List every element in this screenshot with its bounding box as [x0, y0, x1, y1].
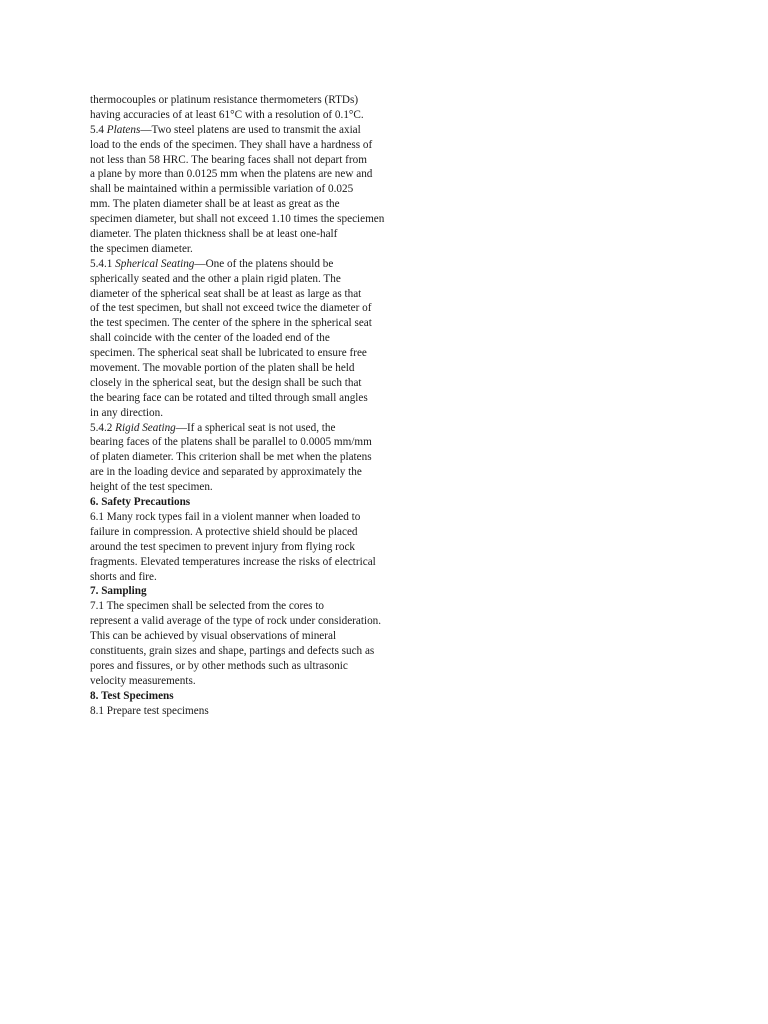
- section-term: Spherical Seating: [115, 257, 195, 270]
- text-line: [90, 287, 430, 302]
- text-line: [90, 272, 430, 287]
- line-text: of the test specimen, but shall not exceed twice the diameter of: [90, 302, 372, 315]
- line-text: the specimen diameter.: [90, 242, 193, 255]
- text-line: [90, 570, 430, 585]
- text-line: [90, 361, 430, 376]
- line-text: pores and fissures, or by other methods such as ultrasonic: [90, 659, 348, 672]
- text-line: [90, 331, 430, 346]
- text-line: [90, 629, 430, 644]
- line-text: thermocouples or platinum resistance thermometers (RTDs): [90, 94, 359, 106]
- line-text: are in the loading device and separated by approximately the: [90, 466, 362, 479]
- section-term: Rigid Seating: [115, 421, 176, 434]
- document-body: [90, 93, 430, 718]
- line-text: —If a spherical seat is not used, the: [175, 421, 336, 434]
- text-line: [90, 704, 430, 719]
- text-line: [90, 599, 430, 614]
- line-text: 7. Sampling: [90, 585, 147, 598]
- line-text: velocity measurements.: [90, 674, 196, 687]
- section-number: 5.4: [90, 123, 107, 136]
- line-text: diameter of the spherical seat shall be at least as large as that: [90, 287, 362, 300]
- section-heading: [90, 689, 430, 704]
- text-line: [90, 167, 430, 182]
- text-line: [90, 108, 430, 123]
- line-text: load to the ends of the specimen. They shall have a hardness of: [90, 138, 373, 151]
- text-line: [90, 182, 430, 197]
- line-text: constituents, grain sizes and shape, partings and defects such as: [90, 644, 375, 657]
- text-line: [90, 197, 430, 212]
- text-line: [90, 257, 430, 272]
- line-text: a plane by more than 0.0125 mm when the platens are new and: [90, 168, 373, 181]
- text-line: [90, 421, 430, 436]
- line-text: bearing faces of the platens shall be parallel to 0.0005 mm/mm: [90, 436, 372, 449]
- text-line: [90, 435, 430, 450]
- section-heading: [90, 584, 430, 599]
- line-text: 8.1 Prepare test specimens: [90, 704, 209, 717]
- text-line: [90, 465, 430, 480]
- section-heading: [90, 495, 430, 510]
- text-line: [90, 644, 430, 659]
- line-text: the test specimen. The center of the sphere in the spherical seat: [90, 317, 372, 330]
- line-text: failure in compression. A protective shield should be placed: [90, 525, 358, 538]
- text-line: [90, 301, 430, 316]
- text-line: [90, 316, 430, 331]
- text-line: [90, 93, 430, 108]
- line-text: having accuracies of at least 61°C with a resolution of 0.1°C.: [90, 108, 364, 121]
- text-line: [90, 555, 430, 570]
- line-text: This can be achieved by visual observations of mineral: [90, 630, 337, 643]
- section-term: Platens: [106, 123, 141, 136]
- line-text: fragments. Elevated temperatures increase the risks of electrical: [90, 555, 376, 568]
- section-number: 5.4.2: [90, 421, 116, 434]
- text-line: [90, 540, 430, 555]
- text-line: [90, 480, 430, 495]
- line-text: height of the test specimen.: [90, 481, 213, 494]
- line-text: 6.1 Many rock types fail in a violent manner when loaded to: [90, 510, 361, 523]
- text-line: [90, 242, 430, 257]
- line-text: not less than 58 HRC. The bearing faces shall not depart from: [90, 153, 367, 166]
- line-text: specimen diameter, but shall not exceed 1.10 times the speciemen: [90, 213, 385, 226]
- text-line: [90, 450, 430, 465]
- section-number: 5.4.1: [90, 257, 116, 270]
- line-text: mm. The platen diameter shall be at least as great as the: [90, 198, 340, 211]
- text-line: [90, 659, 430, 674]
- text-line: [90, 346, 430, 361]
- line-text: shall be maintained within a permissible variation of 0.025: [90, 183, 354, 196]
- text-line: [90, 510, 430, 525]
- line-text: of platen diameter. This criterion shall be met when the platens: [90, 451, 372, 464]
- line-text: diameter. The platen thickness shall be at least one-half: [90, 228, 338, 241]
- line-text: the bearing face can be rotated and tilted through small angles: [90, 391, 368, 404]
- line-text: specimen. The spherical seat shall be lubricated to ensure free: [90, 347, 367, 360]
- line-text: closely in the spherical seat, but the design shall be such that: [90, 376, 362, 389]
- text-line: [90, 212, 430, 227]
- line-text: around the test specimen to prevent injury from flying rock: [90, 540, 356, 553]
- line-text: movement. The movable portion of the platen shall be held: [90, 362, 355, 375]
- text-line: [90, 525, 430, 540]
- text-line: [90, 406, 430, 421]
- text-line: [90, 376, 430, 391]
- line-text: 6. Safety Precautions: [90, 496, 191, 509]
- line-text: shall coincide with the center of the loaded end of the: [90, 332, 330, 345]
- text-line: [90, 138, 430, 153]
- text-line: [90, 674, 430, 689]
- text-line: [90, 227, 430, 242]
- line-text: 8. Test Specimens: [90, 689, 174, 702]
- text-line: [90, 614, 430, 629]
- line-text: —Two steel platens are used to transmit the axial: [140, 123, 361, 136]
- line-text: spherically seated and the other a plain rigid platen. The: [90, 272, 341, 285]
- line-text: 7.1 The specimen shall be selected from the cores to: [90, 600, 325, 613]
- text-line: [90, 153, 430, 168]
- line-text: represent a valid average of the type of rock under consideration.: [90, 615, 382, 628]
- line-text: in any direction.: [90, 406, 164, 419]
- line-text: —One of the platens should be: [194, 257, 334, 270]
- line-text: shorts and fire.: [90, 570, 157, 583]
- text-line: [90, 391, 430, 406]
- text-line: [90, 123, 430, 138]
